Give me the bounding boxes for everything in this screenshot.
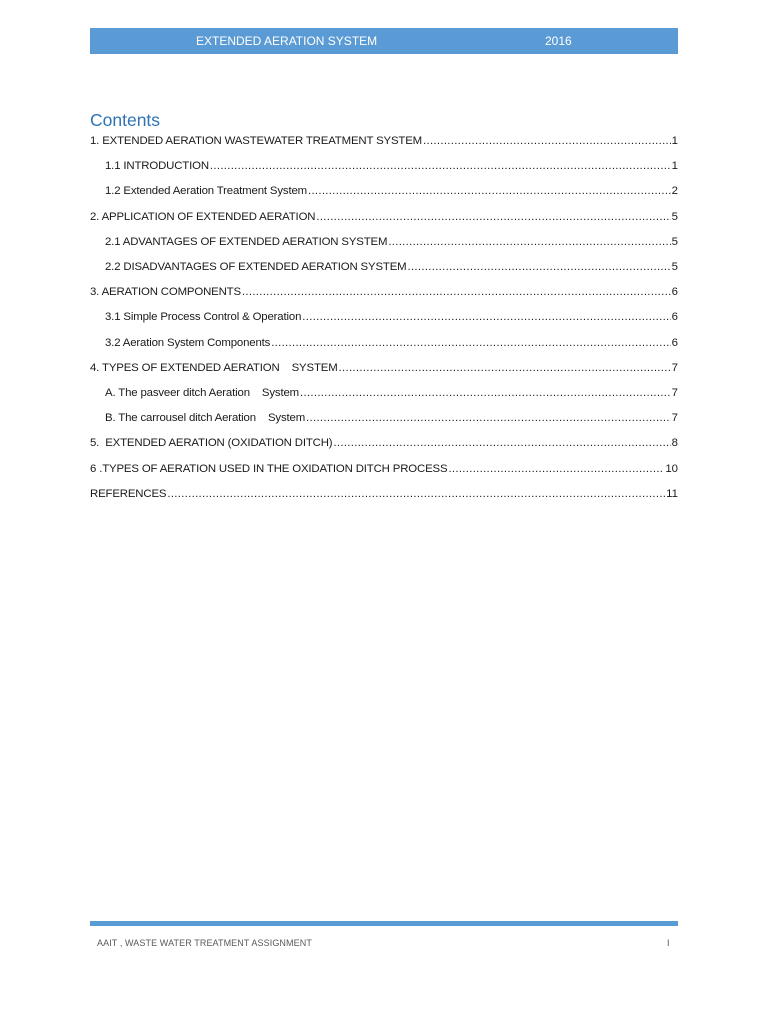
toc-entry[interactable] — [90, 488, 678, 508]
header-bar — [90, 28, 678, 54]
toc-entry-label: A. The pasveer ditch Aeration System — [105, 387, 300, 399]
toc-entry-label: 1.1 INTRODUCTION — [105, 160, 209, 173]
toc-entry-page: 10 — [665, 462, 678, 475]
toc-entry[interactable] — [105, 261, 678, 281]
toc-dot-leader — [306, 412, 671, 424]
toc-entry-label: 2.2 DISADVANTAGES OF EXTENDED AERATION SYSTEM — [105, 261, 407, 273]
toc-entry[interactable] — [90, 286, 678, 306]
toc-entry-page: 1 — [671, 160, 678, 173]
toc-entry-label: 1. EXTENDED AERATION WASTEWATER TREATMENT SYSTEM — [90, 135, 423, 147]
contents-heading: Contents — [90, 110, 161, 130]
header-year: 2016 — [545, 34, 572, 48]
toc-dot-leader — [300, 387, 671, 399]
toc-dot-leader — [333, 437, 670, 449]
toc-dot-leader — [271, 337, 670, 349]
toc-entry-label: 6 .TYPES OF AERATION USED IN THE OXIDATION DITCH PROCESS — [90, 462, 448, 475]
footer-page-number: I — [667, 938, 670, 948]
toc-entry[interactable] — [90, 463, 678, 483]
toc-entry-label: 3.2 Aeration System Components — [105, 336, 271, 349]
toc-entry-label: 3. AERATION COMPONENTS — [90, 286, 241, 299]
toc-entry-label: 4. TYPES OF EXTENDED AERATION SYSTEM — [90, 361, 338, 374]
footer-divider — [90, 921, 678, 926]
toc-dot-leader — [242, 286, 671, 298]
toc-dot-leader — [388, 236, 670, 248]
header-title: EXTENDED AERATION SYSTEM — [196, 34, 378, 48]
toc-entry-page: 7 — [671, 387, 678, 399]
toc-dot-leader — [167, 488, 665, 500]
toc-dot-leader — [408, 261, 671, 273]
footer-text: AAIT , WASTE WATER TREATMENT ASSIGNMENT — [97, 938, 312, 948]
toc-entry-label: 2. APPLICATION OF EXTENDED AERATION — [90, 210, 316, 223]
toc-entry-page: 6 — [671, 336, 678, 349]
toc-entry[interactable] — [105, 311, 678, 331]
toc-entry-page: 6 — [671, 311, 678, 324]
toc-entry-label: 1.2 Extended Aeration Treatment System — [105, 185, 307, 198]
toc-entry-label: 2.1 ADVANTAGES OF EXTENDED AERATION SYSTEM — [105, 235, 388, 248]
toc-entry-label: 5. EXTENDED AERATION (OXIDATION DITCH) — [90, 437, 333, 450]
toc-entry-page: 5 — [671, 235, 678, 248]
toc-entry-page: 7 — [671, 361, 678, 374]
toc-dot-leader — [448, 463, 664, 475]
toc-entry-page: 2 — [671, 185, 678, 198]
toc-dot-leader — [302, 311, 670, 323]
toc-entry-label: 3.1 Simple Process Control & Operation — [105, 311, 302, 324]
toc-entry[interactable] — [105, 337, 678, 357]
toc-entry-page: 8 — [671, 437, 678, 450]
toc-entry-page: 7 — [671, 412, 678, 425]
toc-dot-leader — [316, 211, 670, 223]
toc-entry[interactable] — [90, 362, 678, 382]
toc-entry[interactable] — [105, 185, 678, 205]
toc-dot-leader — [210, 160, 671, 172]
toc-entry[interactable] — [105, 412, 678, 432]
toc-entry[interactable] — [90, 211, 678, 231]
toc-entry-page: 6 — [671, 286, 678, 299]
toc-entry[interactable] — [90, 135, 678, 155]
toc-entry-label: REFERENCES — [90, 487, 167, 500]
toc-entry[interactable] — [105, 160, 678, 180]
toc-entry-page: 5 — [671, 210, 678, 223]
toc-entry[interactable] — [90, 437, 678, 457]
toc-dot-leader — [423, 135, 671, 147]
toc-dot-leader — [308, 185, 671, 197]
toc-entry[interactable] — [105, 236, 678, 256]
toc-entry-page: 1 — [671, 135, 678, 147]
toc-dot-leader — [339, 362, 671, 374]
toc-entry-page: 5 — [671, 261, 678, 273]
toc-entry[interactable] — [105, 387, 678, 407]
toc-entry-page: 11 — [666, 487, 678, 500]
toc-entry-label: B. The carrousel ditch Aeration System — [105, 412, 306, 425]
